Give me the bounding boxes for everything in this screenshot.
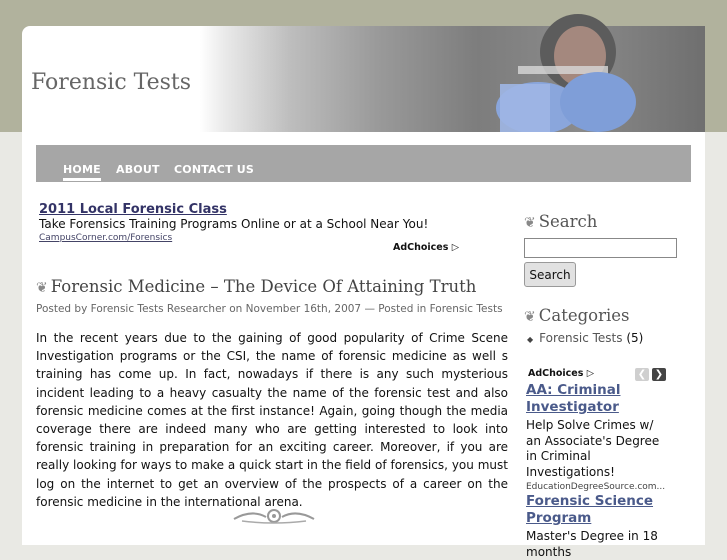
- search-heading-text: Search: [538, 212, 598, 231]
- search-input[interactable]: [524, 238, 677, 258]
- header-photo: [200, 26, 705, 132]
- search-button[interactable]: Search: [524, 262, 576, 287]
- category-item: [527, 331, 643, 345]
- site-title[interactable]: Forensic Tests: [31, 70, 192, 95]
- categories-heading: [524, 306, 629, 325]
- ornament-divider-icon: [232, 505, 316, 525]
- search-heading: [524, 212, 597, 231]
- sidebar-ad-text: Help Solve Crimes w/ an Associate's Degree in Criminal Investigations!: [526, 418, 660, 479]
- sidebar-ad: [526, 493, 671, 560]
- sidebar-ad: [526, 382, 671, 492]
- adchoices-icon: ▷: [586, 368, 595, 379]
- top-ad-url-link[interactable]: CampusCorner.com/Forensics: [39, 233, 173, 243]
- adchoices-label: AdChoices: [528, 368, 584, 379]
- sidebar-adchoices[interactable]: [528, 368, 594, 379]
- post-body: In the recent years due to the gaining of good popularity of Crime Scene Investigation programs or the CSI, the name of forensic medicine as well s training has come up. In fact, nowadays if there is any such mysterious incident leading to a heavy casualty the name of the forensic test and also forensic medicine comes at the first instance! Again, going though the media coverage there are indeed many who are getting interested to look into forensic training in preparation for an exciting career. Moreover, if you are really looking for ways to make a quick start in the field of forensics, you must log on the internet to get an overview of the prospects of a career on the forensic medicine in the international arena.: [36, 331, 508, 509]
- sidebar-ad-title-link[interactable]: Forensic Science Program: [526, 493, 654, 526]
- top-ad-text: Take Forensics Training Programs Online or at a School Near You!: [39, 217, 429, 231]
- sidebar-ad-title-link[interactable]: AA: Criminal Investigator: [526, 382, 621, 415]
- post-title-text: Forensic Medicine – The Device Of Attaining Truth: [50, 277, 477, 296]
- fleuron-icon: ❦: [36, 280, 48, 296]
- top-ad-title-link[interactable]: 2011 Local Forensic Class: [39, 202, 227, 217]
- categories-heading-text: Categories: [538, 306, 630, 325]
- post-meta: Posted by Forensic Tests Researcher on November 16th, 2007 — Posted in Forensic Tests: [36, 303, 503, 315]
- category-link[interactable]: Forensic Tests: [539, 331, 623, 345]
- nav-home[interactable]: HOME: [63, 163, 101, 181]
- diamond-bullet-icon: ◆: [527, 335, 534, 344]
- main-nav: [36, 145, 691, 182]
- site-header: [22, 26, 705, 132]
- sidebar-ad-text: Master's Degree in 18 months: [526, 529, 658, 559]
- nav-about[interactable]: ABOUT: [116, 163, 160, 176]
- ad-next-arrow-icon[interactable]: ❯: [652, 368, 666, 381]
- nav-contact-us[interactable]: CONTACT US: [174, 163, 255, 176]
- fleuron-icon: ❦: [524, 215, 536, 231]
- ad-prev-arrow-icon[interactable]: ❮: [635, 368, 649, 381]
- adchoices-icon: ▷: [451, 242, 460, 253]
- post-title[interactable]: [36, 277, 476, 296]
- top-adchoices[interactable]: [393, 242, 459, 253]
- adchoices-label: AdChoices: [393, 242, 449, 253]
- category-count: (5): [626, 331, 644, 345]
- sidebar-ad-url-link[interactable]: EducationDegreeSource.com...: [526, 482, 666, 492]
- page-content: [22, 132, 705, 559]
- fleuron-icon: ❦: [524, 309, 536, 325]
